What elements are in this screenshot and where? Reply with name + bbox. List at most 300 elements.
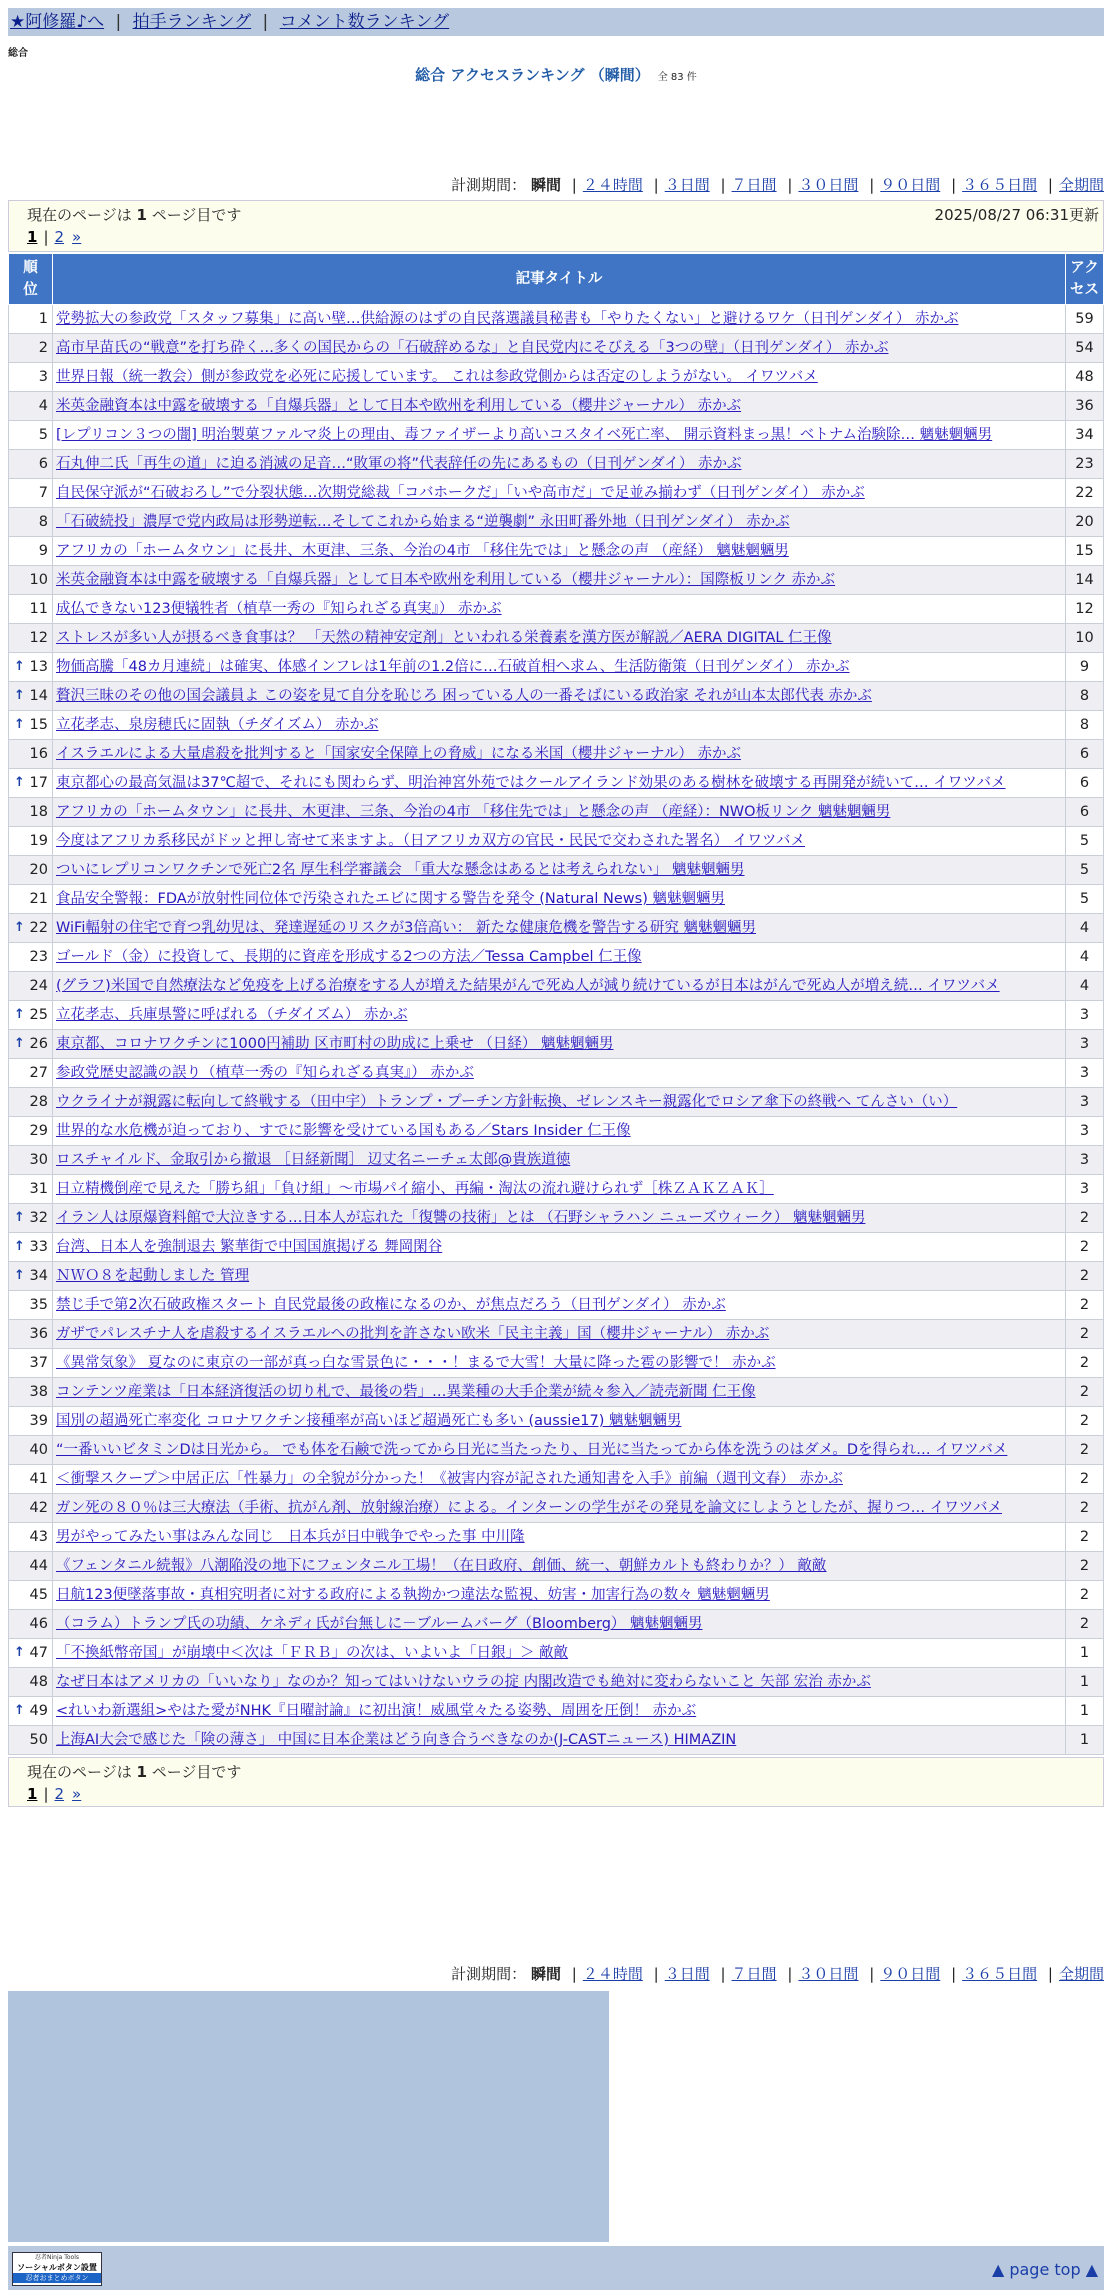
rank-number: 7 (38, 485, 48, 501)
title-cell (53, 856, 1066, 885)
table-row (9, 508, 1104, 537)
article-title-link[interactable]: 台湾、日本人を強制退去 繁華街で中国国旗掲げる 舞岡閑谷 (56, 1239, 443, 1255)
period-90d[interactable]: ９０日間 (880, 176, 941, 194)
nav-link-asyura[interactable]: ★阿修羅♪へ (10, 12, 105, 32)
table-row (9, 566, 1104, 595)
table-row (9, 450, 1104, 479)
pager-suffix: ページ目です (151, 1763, 242, 1781)
access-count: 1 (1066, 1639, 1104, 1668)
table-row (9, 1088, 1104, 1117)
access-count: 5 (1066, 856, 1104, 885)
rank-up-arrow-icon: ↑ (14, 1210, 25, 1225)
table-row (9, 392, 1104, 421)
access-count: 6 (1066, 740, 1104, 769)
title-cell (53, 1146, 1066, 1175)
article-title-link[interactable]: イスラエルによる大量虐殺を批判すると「国家安全保障上の脅威」になる米国（櫻井ジャーナル） 赤かぶ (56, 746, 741, 762)
title-cell (53, 1639, 1066, 1668)
rank-number: 27 (29, 1065, 48, 1081)
article-title-link[interactable]: 東京都、コロナワクチンに1000円補助 区市町村の助成に上乗せ （日経） 魑魅魍魎男 (56, 1036, 614, 1052)
article-title-link[interactable]: WiFi輻射の住宅で育つ乳幼児は、発達遅延のリスクが3倍高い： 新たな健康危機を警告する研究 魑魅魍魎男 (56, 920, 757, 936)
article-title-link[interactable]: 「石破続投」濃厚で党内政局は形勢逆転…そしてこれから始まる“逆襲劇” 永田町番外地（日刊ゲンダイ） 赤かぶ (56, 514, 790, 530)
rank-cell (9, 1030, 53, 1059)
rank-number: 42 (29, 1500, 48, 1516)
pager-links (27, 228, 81, 246)
article-title-link[interactable]: コンテンツ産業は「日本経済復活の切り札で、最後の砦」…異業種の大手企業が続々参入／読売新聞 仁王像 (56, 1384, 756, 1400)
table-row (9, 653, 1104, 682)
table-row (9, 334, 1104, 363)
ranking-heading (0, 64, 1112, 85)
table-row (9, 798, 1104, 827)
title-cell (53, 769, 1066, 798)
rank-cell (9, 392, 53, 421)
access-count: 3 (1066, 1088, 1104, 1117)
access-count: 23 (1066, 450, 1104, 479)
article-title-link[interactable]: 立花孝志、兵庫県警に呼ばれる（チダイズム） 赤かぶ (56, 1007, 408, 1023)
article-title-link[interactable]: ＜衝撃スクープ＞中居正広「性暴力」の全貌が分かった！《被害内容が記された通知書を入手》前編（週刊文春） 赤かぶ (56, 1471, 843, 1487)
rank-number: 32 (29, 1210, 48, 1226)
access-count: 8 (1066, 682, 1104, 711)
page-next-link[interactable]: » (72, 1785, 82, 1803)
period-separator: | (1047, 1965, 1053, 1983)
access-count: 6 (1066, 769, 1104, 798)
access-count: 6 (1066, 798, 1104, 827)
access-count: 3 (1066, 1146, 1104, 1175)
footer-bar (8, 2246, 1104, 2290)
title-cell (53, 1436, 1066, 1465)
period-separator: | (951, 1965, 957, 1983)
article-title-link[interactable]: 国別の超過死亡率変化 コロナワクチン接種率が高いほど超過死亡も多い (aussie17) 魑魅魍魎男 (56, 1413, 682, 1429)
access-count: 2 (1066, 1610, 1104, 1639)
rank-up-arrow-icon: ↑ (14, 775, 25, 790)
article-title-link[interactable]: 世界日報（統一教会）側が参政党を必死に応援しています。 これは参政党側からは否定のしようがない。 イワツバメ (56, 369, 818, 385)
article-title-link[interactable]: イラン人は原爆資料館で大泣きする…日本人が忘れた「復讐の技術」とは （石野シャラハン ニューズウィーク） 魑魅魍魎男 (56, 1210, 866, 1226)
table-row (9, 1581, 1104, 1610)
title-cell (53, 1001, 1066, 1030)
period-7d[interactable]: ７日間 (731, 1965, 777, 1983)
ninja-social-button[interactable] (12, 2252, 102, 2286)
title-cell (53, 508, 1066, 537)
table-row (9, 769, 1104, 798)
rank-cell (9, 711, 53, 740)
title-cell (53, 1378, 1066, 1407)
article-title-link[interactable]: 上海AI大会で感じた「険の薄さ」 中国に日本企業はどう向き合うべきなのか(J-CASTニュース) HIMAZIN (56, 1732, 737, 1748)
rank-number: 9 (38, 543, 48, 559)
period-30d[interactable]: ３０日間 (798, 176, 859, 194)
access-count: 2 (1066, 1349, 1104, 1378)
period-label: 計測期間： (451, 176, 527, 194)
table-row (9, 1407, 1104, 1436)
rank-cell (9, 1436, 53, 1465)
rank-number: 8 (38, 514, 48, 530)
rank-up-arrow-icon: ↑ (14, 1703, 25, 1718)
rank-cell (9, 972, 53, 1001)
rank-number: 41 (29, 1471, 48, 1487)
ranking-table-body (9, 305, 1104, 1755)
rank-number: 4 (38, 398, 48, 414)
access-count: 2 (1066, 1436, 1104, 1465)
article-title-link[interactable]: なぜ日本はアメリカの「いいなり」なのか？知ってはいけないウラの掟 内閣改造でも絶対に変わらないこと 矢部 宏治 赤かぶ (56, 1674, 871, 1690)
table-row (9, 1436, 1104, 1465)
article-title-link[interactable]: 参政党歴史認識の誤り（植草一秀の『知られざる真実』） 赤かぶ (56, 1065, 474, 1081)
rank-number: 3 (38, 369, 48, 385)
rank-number: 38 (29, 1384, 48, 1400)
access-count: 9 (1066, 653, 1104, 682)
table-row (9, 856, 1104, 885)
rank-cell (9, 1581, 53, 1610)
rank-cell (9, 1552, 53, 1581)
title-cell (53, 1291, 1066, 1320)
article-title-link[interactable]: 米英金融資本は中露を破壊する「自爆兵器」として日本や欧州を利用している（櫻井ジャーナル） 赤かぶ (56, 398, 742, 414)
rank-cell (9, 1291, 53, 1320)
pager-suffix: ページ目です (151, 206, 242, 224)
table-row (9, 943, 1104, 972)
rank-cell (9, 1378, 53, 1407)
article-title-link[interactable]: 成仏できない123便犠牲者（植草一秀の『知られざる真実』） 赤かぶ (56, 601, 502, 617)
access-count: 2 (1066, 1204, 1104, 1233)
access-count: 2 (1066, 1581, 1104, 1610)
title-cell (53, 1233, 1066, 1262)
access-count: 2 (1066, 1494, 1104, 1523)
access-count: 3 (1066, 1030, 1104, 1059)
page-next-link[interactable]: » (72, 228, 82, 246)
article-title-link[interactable]: アフリカの「ホームタウン」に長井、木更津、三条、今治の4市 「移住先では」と懸念の声 （産経）：NWO板リンク 魑魅魍魎男 (56, 804, 891, 820)
access-count: 2 (1066, 1291, 1104, 1320)
article-title-link[interactable]: 立花孝志、泉房穂氏に固執（チダイズム） 赤かぶ (56, 717, 379, 733)
period-7d[interactable]: ７日間 (731, 176, 777, 194)
article-title-link[interactable]: 世界的な水危機が迫っており、すでに影響を受けている国もある／Stars Insider 仁王像 (56, 1123, 631, 1139)
article-title-link[interactable]: アフリカの「ホームタウン」に長井、木更津、三条、今治の4市 「移住先では」と懸念の声 （産経） 魑魅魍魎男 (56, 543, 789, 559)
period-24h[interactable]: ２４時間 (582, 1965, 643, 1983)
ninja-sub-label: 忍者おまとめボタン (13, 2273, 101, 2283)
access-count: 4 (1066, 914, 1104, 943)
article-title-link[interactable]: 贅沢三昧のその他の国会議員よ この姿を見て自分を恥じろ 困っている人の一番そばにいる政治家 それが山本太郎代表 赤かぶ (56, 688, 872, 704)
period-3d[interactable]: ３日間 (664, 176, 710, 194)
access-count: 4 (1066, 943, 1104, 972)
access-count: 2 (1066, 1465, 1104, 1494)
title-cell (53, 1262, 1066, 1291)
title-cell (53, 479, 1066, 508)
rank-cell (9, 1349, 53, 1378)
title-cell (53, 450, 1066, 479)
article-title-link[interactable]: 石丸伸二氏「再生の道」に迫る消滅の足音…“敗軍の将”代表辞任の先にあるもの（日刊ゲンダイ） 赤かぶ (56, 456, 742, 472)
nav-link-clap-ranking[interactable]: 拍手ランキング (132, 12, 252, 32)
rank-cell (9, 1204, 53, 1233)
rank-number: 10 (29, 572, 48, 588)
rank-up-arrow-icon: ↑ (14, 659, 25, 674)
table-row (9, 740, 1104, 769)
pager-text: 現在のページは (27, 1763, 132, 1781)
article-title-link[interactable]: (グラフ)米国で自然療法など免疫を上げる治療をする人が増えた結果がんで死ぬ人が減り続けているが日本はがんで死ぬ人が増え続… イワツバメ (56, 978, 1000, 994)
access-count: 59 (1066, 305, 1104, 334)
table-row (9, 1726, 1104, 1755)
page-link-2[interactable]: 2 (54, 228, 65, 246)
title-cell (53, 1523, 1066, 1552)
table-row (9, 914, 1104, 943)
header-rank: 順位 (9, 254, 53, 305)
table-row (9, 1320, 1104, 1349)
article-title-link[interactable]: 東京都心の最高気温は37℃超で、それにも関わらず、明治神宮外苑ではクールアイランド効果のある樹林を破壊する再開発が続いて… イワツバメ (56, 775, 1006, 791)
rank-cell (9, 1610, 53, 1639)
title-cell (53, 566, 1066, 595)
article-title-link[interactable]: 男がやってみたい事はみんな同じ＿日本兵が日中戦争でやった事 中川隆 (56, 1529, 525, 1545)
nav-separator: | (262, 12, 269, 32)
title-cell (53, 1059, 1066, 1088)
title-cell (53, 595, 1066, 624)
article-title-link[interactable]: <れいわ新選組>やはた愛がNHK『日曜討論』に初出演！威風堂々たる姿勢、周囲を圧倒！ 赤かぶ (56, 1703, 697, 1719)
rank-up-arrow-icon: ↑ (14, 920, 25, 935)
rank-number: 36 (29, 1326, 48, 1342)
article-title-link[interactable]: 物価高騰「48カ月連続」は確実、体感インフレは1年前の1.2倍に…石破首相へ求ム、生活防衛策（日刊ゲンダイ） 赤かぶ (56, 659, 850, 675)
access-count: 22 (1066, 479, 1104, 508)
rank-up-arrow-icon: ↑ (14, 1645, 25, 1660)
rank-up-arrow-icon: ↑ (14, 1007, 25, 1022)
title-cell (53, 537, 1066, 566)
rank-cell (9, 363, 53, 392)
table-row (9, 1001, 1104, 1030)
period-separator: | (571, 176, 577, 194)
table-row (9, 1146, 1104, 1175)
table-header-row (9, 254, 1104, 305)
article-title-link[interactable]: 自民保守派が“石破おろし”で分裂状態…次期党総裁「コバホークだ」「いや高市だ」で足並み揃わず（日刊ゲンダイ） 赤かぶ (56, 485, 865, 501)
title-cell (53, 1668, 1066, 1697)
article-title-link[interactable]: 今度はアフリカ系移民がドッと押し寄せて来ますよ。（日アフリカ双方の官民・民民で交わされた署名） イワツバメ (56, 833, 806, 849)
article-title-link[interactable]: 《フェンタニル続報》八潮陥没の地下にフェンタニル工場！（在日政府、創価、統一、朝鮮カルトも終わりか？） 敵敵 (56, 1558, 827, 1574)
table-row (9, 1378, 1104, 1407)
article-title-link[interactable]: ガザでパレスチナ人を虐殺するイスラエルへの批判を許さない欧米「民主主義」国（櫻井ジャーナル） 赤かぶ (56, 1326, 770, 1342)
article-title-link[interactable]: 日立精機倒産で見えた「勝ち組」「負け組」～市場パイ縮小、再編・淘汰の流れ避けられず［株ＺＡＫＺＡＫ］ (56, 1181, 774, 1197)
rank-number: 43 (29, 1529, 48, 1545)
article-title-link[interactable]: [レプリコン３つの闇] 明治製菓ファルマ炎上の理由、毒ファイザーより高いコスタイベ死亡率、 開示資料まっ黒！ベトナム治験除… 魑魅魍魎男 (56, 427, 993, 443)
header-title: 記事タイトル (53, 254, 1066, 305)
title-cell (53, 1726, 1066, 1755)
table-row (9, 1639, 1104, 1668)
pager-status (27, 204, 241, 225)
period-365d[interactable]: ３６５日間 (962, 176, 1038, 194)
article-title-link[interactable]: 党勢拡大の参政党「スタッフ募集」に高い壁…供給源のはずの自民落選議員秘書も「やりたくない」と避けるワケ（日刊ゲンダイ） 赤かぶ (56, 311, 959, 327)
table-row (9, 682, 1104, 711)
pager-bottom (8, 1757, 1104, 1807)
rank-number: 14 (29, 688, 48, 704)
page-top-link[interactable]: ▲ page top ▲ (991, 2260, 1098, 2279)
pager-current-page: 1 (136, 206, 147, 224)
rank-cell (9, 1262, 53, 1291)
period-separator: | (869, 1965, 875, 1983)
ad-placeholder (8, 1991, 609, 2242)
title-cell (53, 1581, 1066, 1610)
period-current: 瞬間 (530, 1965, 561, 1983)
nav-link-comment-ranking[interactable]: コメント数ランキング (279, 12, 450, 32)
article-title-link[interactable]: 「不換紙幣帝国」が崩壊中＜次は「ＦＲＢ」の次は、いよいよ「日銀」＞ 敵敵 (56, 1645, 569, 1661)
article-title-link[interactable]: 米英金融資本は中露を破壊する「自爆兵器」として日本や欧州を利用している（櫻井ジャーナル）：国際板リンク 赤かぶ (56, 572, 836, 588)
rank-cell (9, 421, 53, 450)
rank-cell (9, 1407, 53, 1436)
table-row (9, 1697, 1104, 1726)
period-separator: | (720, 1965, 726, 1983)
access-count: 2 (1066, 1320, 1104, 1349)
period-separator: | (787, 1965, 793, 1983)
period-current: 瞬間 (530, 176, 561, 194)
rank-number: 28 (29, 1094, 48, 1110)
rank-cell (9, 450, 53, 479)
article-title-link[interactable]: ＮＷＯ８を起動しました 管理 (56, 1268, 250, 1284)
table-row (9, 1059, 1104, 1088)
rank-cell (9, 1320, 53, 1349)
page-link-1[interactable]: 1 (27, 1785, 38, 1803)
table-row (9, 305, 1104, 334)
table-row (9, 479, 1104, 508)
rank-cell (9, 1494, 53, 1523)
rank-cell (9, 827, 53, 856)
rank-number: 34 (29, 1268, 48, 1284)
item-count: 全 83 件 (657, 72, 697, 83)
table-row (9, 1204, 1104, 1233)
access-count: 2 (1066, 1378, 1104, 1407)
access-count: 48 (1066, 363, 1104, 392)
rank-up-arrow-icon: ↑ (14, 1268, 25, 1283)
rank-cell (9, 508, 53, 537)
rank-cell (9, 740, 53, 769)
title-cell (53, 1610, 1066, 1639)
access-count: 2 (1066, 1407, 1104, 1436)
table-row (9, 1523, 1104, 1552)
rank-cell (9, 1465, 53, 1494)
access-count: 3 (1066, 1117, 1104, 1146)
article-title-link[interactable]: “一番いいビタミンDは日光から。 でも体を石鹸で洗ってから日光に当たったり、日光に当たってから体を洗うのはダメ。Dを得られ… イワツバメ (56, 1442, 1008, 1458)
access-count: 36 (1066, 392, 1104, 421)
rank-number: 16 (29, 746, 48, 762)
article-title-link[interactable]: 食品安全警報：FDAが放射性同位体で汚染されたエビに関する警告を発令 (Natural News) 魑魅魍魎男 (56, 891, 725, 907)
period-24h[interactable]: ２４時間 (582, 176, 643, 194)
access-count: 20 (1066, 508, 1104, 537)
title-cell (53, 740, 1066, 769)
rank-up-arrow-icon: ↑ (14, 717, 25, 732)
period-30d[interactable]: ３０日間 (798, 1965, 859, 1983)
rank-number: 1 (38, 311, 48, 327)
title-cell (53, 305, 1066, 334)
period-separator: | (571, 1965, 577, 1983)
period-90d[interactable]: ９０日間 (880, 1965, 941, 1983)
period-separator: | (787, 176, 793, 194)
pager-text: 現在のページは (27, 206, 132, 224)
article-title-link[interactable]: ゴールド（金）に投資して、長期的に資産を形成する2つの方法／Tessa Campbel 仁王像 (56, 949, 642, 965)
rank-cell (9, 1523, 53, 1552)
rank-cell (9, 1726, 53, 1755)
title-cell (53, 1204, 1066, 1233)
article-title-link[interactable]: ストレスが多い人が摂るべき食事は？ 「天然の精神安定剤」といわれる栄養素を漢方医が解説／AERA DIGITAL 仁王像 (56, 630, 832, 646)
title-cell (53, 1465, 1066, 1494)
rank-number: 2 (38, 340, 48, 356)
page-link-1[interactable]: 1 (27, 228, 38, 246)
rank-number: 15 (29, 717, 48, 733)
access-count: 1 (1066, 1697, 1104, 1726)
article-title-link[interactable]: 日航123便墜落事故・真相究明者に対する政府による執拗かつ違法な監視、妨害・加害行為の数々 魑魅魍魎男 (56, 1587, 770, 1603)
title-cell (53, 1030, 1066, 1059)
rank-up-arrow-icon: ↑ (14, 1036, 25, 1051)
rank-number: 17 (29, 775, 48, 791)
table-row (9, 1030, 1104, 1059)
period-separator: | (951, 176, 957, 194)
rank-up-arrow-icon: ↑ (14, 688, 25, 703)
rank-number: 6 (38, 456, 48, 472)
period-separator: | (869, 176, 875, 194)
rank-cell (9, 624, 53, 653)
access-count: 2 (1066, 1233, 1104, 1262)
ninja-label: 忍者Ninja Tools (35, 2254, 79, 2261)
article-title-link[interactable]: ガン死の８０％は三大療法（手術、抗がん剤、放射線治療）による。インターンの学生がその発見を論文にしようとしたが、握りつ… イワツバメ (56, 1500, 1002, 1516)
page-link-2[interactable]: 2 (54, 1785, 65, 1803)
ninja-main-label: ソーシャルボタン設置 (17, 2263, 97, 2272)
header-access: アクセス (1066, 254, 1104, 305)
period-3d[interactable]: ３日間 (664, 1965, 710, 1983)
pager-separator: | (43, 1785, 49, 1803)
table-row (9, 624, 1104, 653)
access-count: 14 (1066, 566, 1104, 595)
title-cell (53, 914, 1066, 943)
title-cell (53, 827, 1066, 856)
rank-cell (9, 1117, 53, 1146)
access-count: 54 (1066, 334, 1104, 363)
page-title: 総合 アクセスランキング （瞬間） (415, 66, 650, 84)
access-count: 34 (1066, 421, 1104, 450)
title-cell (53, 711, 1066, 740)
pager-separator: | (43, 228, 49, 246)
pager-links (27, 1785, 81, 1803)
rank-cell (9, 1146, 53, 1175)
article-title-link[interactable]: 高市早苗氏の“戦意”を打ち砕く…多くの国民からの「石破辞めるな」と自民党内にそびえる「3つの壁」（日刊ゲンダイ） 赤かぶ (56, 340, 889, 356)
period-separator: | (720, 176, 726, 194)
access-count: 3 (1066, 1175, 1104, 1204)
rank-number: 23 (29, 949, 48, 965)
period-365d[interactable]: ３６５日間 (962, 1965, 1038, 1983)
rank-cell (9, 1059, 53, 1088)
rank-cell (9, 885, 53, 914)
article-title-link[interactable]: 《異常気象》 夏なのに東京の一部が真っ白な雪景色に・・・！まるで大雪！大量に降った雹の影響で！ 赤かぶ (56, 1355, 776, 1371)
title-cell (53, 1552, 1066, 1581)
article-title-link[interactable]: 禁じ手で第2次石破政権スタート 自民党最後の政権になるのか、が焦点だろう（日刊ゲンダイ） 赤かぶ (56, 1297, 726, 1313)
category-label: 総合 (8, 48, 28, 59)
access-count: 8 (1066, 711, 1104, 740)
article-title-link[interactable]: ロスチャイルド、金取引から撤退 ［日経新聞］ 辺丈名ニーチェ太郎@貴族道徳 (56, 1152, 571, 1168)
period-all[interactable]: 全期間 (1058, 1965, 1104, 1983)
table-row (9, 1262, 1104, 1291)
title-cell (53, 653, 1066, 682)
period-separator: | (1047, 176, 1053, 194)
rank-number: 48 (29, 1674, 48, 1690)
rank-number: 47 (29, 1645, 48, 1661)
pager-status (27, 1761, 241, 1782)
title-cell (53, 1117, 1066, 1146)
rank-number: 12 (29, 630, 48, 646)
title-cell (53, 624, 1066, 653)
rank-number: 25 (29, 1007, 48, 1023)
rank-cell (9, 334, 53, 363)
article-title-link[interactable]: （コラム）トランプ氏の功績、ケネディ氏が台無しに－ブルームバーグ（Bloomberg） 魑魅魍魎男 (56, 1616, 703, 1632)
top-nav (8, 8, 1104, 36)
access-count: 2 (1066, 1262, 1104, 1291)
access-count: 2 (1066, 1523, 1104, 1552)
article-title-link[interactable]: ついにレプリコンワクチンで死亡2名 厚生科学審議会 「重大な懸念はあるとは考えられない」 魑魅魍魎男 (56, 862, 745, 878)
table-row (9, 972, 1104, 1001)
article-title-link[interactable]: ウクライナが親露に転向して終戦する（田中宇）トランプ・プーチン方針転換、ゼレンスキー親露化でロシア傘下の終戦へ てんさい（い） (56, 1094, 958, 1110)
rank-cell (9, 479, 53, 508)
rank-number: 33 (29, 1239, 48, 1255)
rank-number: 18 (29, 804, 48, 820)
rank-number: 20 (29, 862, 48, 878)
period-all[interactable]: 全期間 (1058, 176, 1104, 194)
rank-cell (9, 914, 53, 943)
rank-up-arrow-icon: ↑ (14, 1239, 25, 1254)
title-cell (53, 1349, 1066, 1378)
